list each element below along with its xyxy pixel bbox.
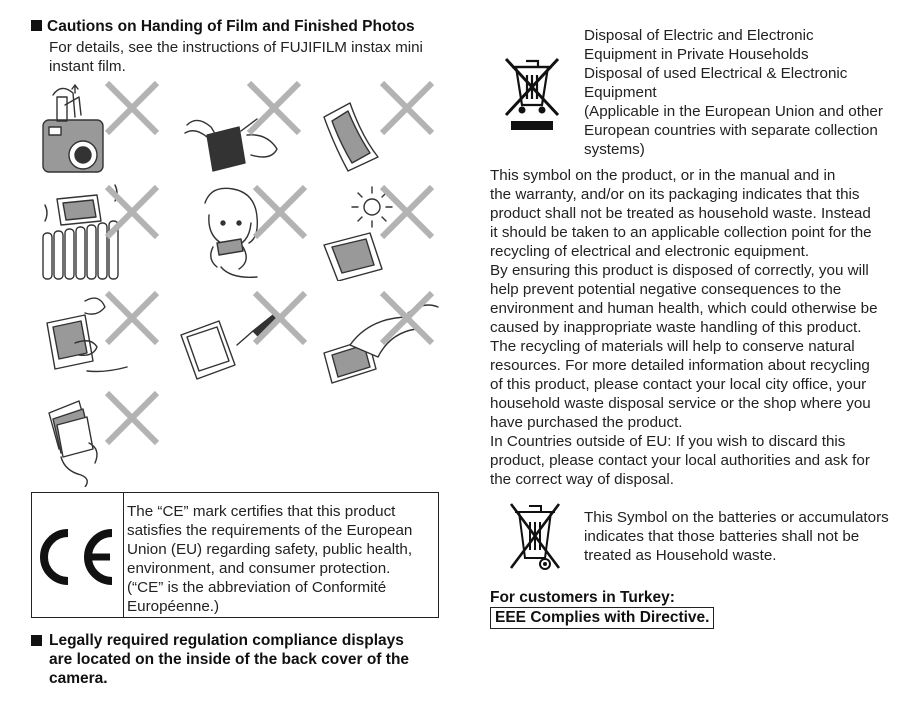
photo-heater-illustration xyxy=(35,181,170,281)
weee-title: Disposal of Electric and Electronic Equipment in Private Households Disposal of used Electrical & Electronic Equipment (Applicable in the European Union and other European countries with separate collection systems) xyxy=(584,27,883,158)
crossed-bin-icon xyxy=(502,55,562,133)
ce-mark-box xyxy=(31,492,439,618)
photo-bend-illustration xyxy=(320,75,455,175)
photo-sunlight-illustration xyxy=(320,181,455,281)
photo-wipe-illustration xyxy=(320,287,455,387)
photo-liquid-illustration xyxy=(35,287,170,387)
ce-divider xyxy=(123,493,124,617)
bullet-square-icon xyxy=(31,635,42,646)
legal-heading-text: Legally required regulation compliance displays are located on the inside of the back cover of the camera. xyxy=(49,632,410,687)
legal-heading xyxy=(31,631,441,688)
film-peel-illustration xyxy=(177,75,312,175)
photo-screwdriver-illustration xyxy=(177,287,312,387)
cautions-text: For details, see the instructions of FUJIFILM instax mini instant film. xyxy=(49,39,423,75)
cautions-heading-text: Cautions on Handing of Film and Finished Photos xyxy=(47,18,415,35)
cautions-illustration-grid xyxy=(35,75,455,495)
weee-body: This symbol on the product, or in the manual and in the warranty, and/or on its packaging indicates that this product shall not be treated as household waste. Instead it should be taken to an applicable collection point for the recycling of electrical and electronic equipment. By ensuring this product is disposed of correctly, you will help prevent potential negative consequences to the environment and human health, which could otherwise be caused by inappropriate waste handling of this product. The recycling of materials will help to conserve natural resources. For more detailed information about recycling of this product, please contact your local city office, your household waste disposal service or the shop where you have purchased the product. In Countries outside of EU: If you wish to discard this product, please contact your local authorities and ask for the correct way of disposal. xyxy=(490,167,878,488)
eee-compliance-box: EEE Complies with Directive. xyxy=(490,607,714,629)
child-photo-mouth-illustration xyxy=(177,181,312,281)
camera-film-pull-illustration xyxy=(35,75,170,175)
turkey-heading: For customers in Turkey: xyxy=(490,589,675,606)
ce-mark-icon xyxy=(38,527,118,587)
cautions-heading xyxy=(31,17,415,36)
batteries-text: This Symbol on the batteries or accumulators indicates that those batteries shall not be treated as Household waste. xyxy=(584,509,889,564)
battery-crossed-bin-icon xyxy=(505,500,565,572)
bullet-square-icon xyxy=(31,20,42,31)
ce-text: The “CE” mark certifies that this product satisfies the requirements of the European Union (EU) regarding safety, public health, environment, and consumer protection. (“CE” is the abbreviation of Conformité Européenne.) xyxy=(127,503,413,615)
photo-fan-illustration xyxy=(35,387,170,487)
